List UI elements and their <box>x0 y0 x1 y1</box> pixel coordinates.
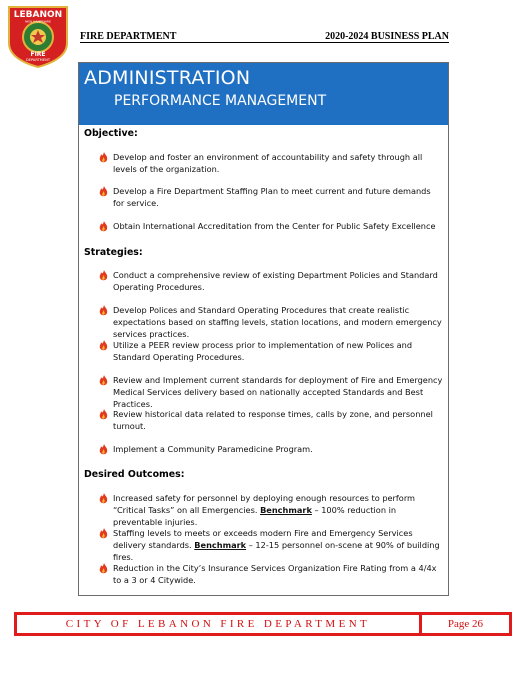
fire-icon <box>98 493 109 504</box>
strategy-item-text: Develop Polices and Standard Operating Procedures that create realistic expectations based on staffing levels, station locations, and modern emergency services practices. <box>113 305 442 339</box>
fire-department-logo <box>5 3 71 69</box>
strategy-item-text: Implement a Community Paramedicine Program. <box>113 444 313 454</box>
logo-small-text: NEW HAMPSHIRE <box>25 19 51 24</box>
fire-icon <box>98 409 109 420</box>
fire-icon <box>98 444 109 455</box>
objective-item-text: Obtain International Accreditation from the Center for Public Safety Excellence <box>113 221 436 231</box>
outcome-item-text: Staffing levels to meets or exceeds modern Fire and Emergency Services delivery standards. Benchmark – 12-15 personnel on-scene at 90% of building fires. <box>113 528 440 562</box>
logo-top-text: LEBANON <box>13 10 63 20</box>
logo-fire-text: FIRE <box>30 51 46 58</box>
banner-subtitle: PERFORMANCE MANAGEMENT <box>114 93 327 109</box>
fire-icon <box>98 305 109 316</box>
fire-icon <box>98 375 109 386</box>
fire-icon <box>98 563 109 574</box>
header-left: FIRE DEPARTMENT <box>80 31 177 42</box>
header-rule <box>80 42 449 43</box>
outcome-item-text: Increased safety for personnel by deploying enough resources to perform “Critical Tasks” on all Emergencies. Benchmark – 100% reduction in preventable injuries. <box>113 493 416 527</box>
fire-icon <box>98 152 109 163</box>
strategy-item-text: Utilize a PEER review process prior to implementation of new Polices and Standard Operating Procedures. <box>113 340 413 362</box>
logo-dept-text: DEPARTMENT <box>25 58 51 62</box>
benchmark-label: Benchmark <box>260 505 312 515</box>
fire-icon <box>98 528 109 539</box>
strategy-item-text: Conduct a comprehensive review of existing Department Policies and Standard Operating Procedures. <box>113 270 438 292</box>
fire-icon <box>98 270 109 281</box>
strategy-item-text: Review historical data related to response times, calls by zone, and personnel turnout. <box>113 409 433 431</box>
page-number: Page 26 <box>447 618 484 630</box>
fire-icon <box>98 186 109 197</box>
fire-icon <box>98 221 109 232</box>
strategies-heading: Strategies: <box>84 247 143 258</box>
benchmark-label: Benchmark <box>194 540 247 550</box>
objective-heading: Objective: <box>84 128 138 139</box>
footer-department-name: CITY OF LEBANON FIRE DEPARTMENT <box>65 618 371 630</box>
header-right: 2020-2024 BUSINESS PLAN <box>325 31 449 42</box>
fire-icon <box>98 340 109 351</box>
outcomes-heading: Desired Outcomes: <box>84 469 185 480</box>
banner-title: ADMINISTRATION <box>84 67 251 89</box>
outcome-item-text: Reduction in the City’s Insurance Services Organization Fire Rating from a 4/4x to a 3 or 4 Citywide. <box>113 563 437 585</box>
strategy-item-text: Review and Implement current standards for deployment of Fire and Emergency Medical Services delivery based on nationally accepted Standards and Best Practices. <box>113 375 443 409</box>
objective-item-text: Develop a Fire Department Staffing Plan to meet current and future demands for service. <box>113 186 431 208</box>
objective-item-text: Develop and foster an environment of accountability and safety through all levels of the organization. <box>113 152 423 174</box>
